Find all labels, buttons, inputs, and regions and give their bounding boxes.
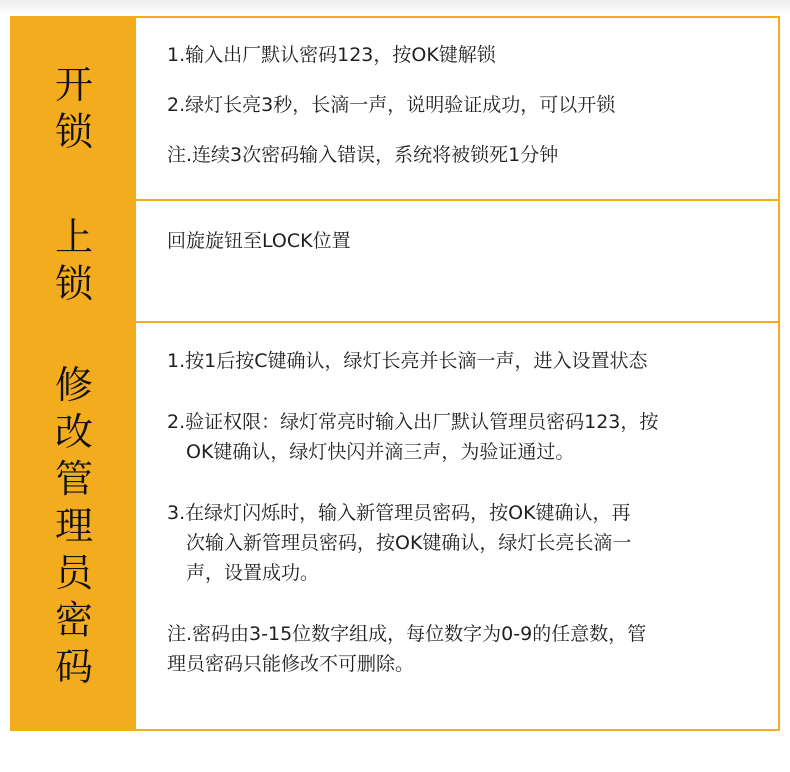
section-content-lock: [136, 201, 778, 321]
section-content-unlock: [136, 18, 778, 199]
section-change-admin-password: [12, 323, 778, 729]
note-line: 注.密码由3-15位数字组成，每位数字为0-9的任意数，管: [167, 623, 647, 645]
top-shadow: [0, 0, 790, 14]
instruction-line: 1.按1后按C键确认，绿灯长亮并长滴一声，进入设置状态: [167, 350, 648, 372]
instruction-table: [10, 16, 780, 731]
section-lock: [12, 201, 778, 323]
password-note: [167, 619, 758, 679]
instruction-line: 1.输入出厂默认密码123，按OK键解锁: [167, 44, 496, 66]
step-3: [167, 498, 758, 588]
section-label-lock: [12, 201, 136, 321]
instruction-line: 2.绿灯长亮3秒，长滴一声，说明验证成功，可以开锁: [167, 94, 616, 116]
note-line: 理员密码只能修改不可删除。: [167, 653, 415, 675]
instruction-line: 3.在绿灯闪烁时，输入新管理员密码，按OK键确认，再: [167, 502, 631, 524]
instruction-line: OK键确认，绿灯快闪并滴三声，为验证通过。: [186, 441, 575, 463]
step-1: [167, 346, 758, 376]
instruction-line: 2.验证权限：绿灯常亮时输入出厂默认管理员密码123，按: [167, 411, 659, 433]
section-title: 开锁: [54, 62, 93, 154]
section-label-unlock: [12, 18, 136, 199]
step-2: [167, 407, 758, 467]
section-title: 上锁: [54, 215, 93, 306]
instruction-line: 声，设置成功。: [186, 562, 320, 584]
note-line: 注.连续3次密码输入错误，系统将被锁死1分钟: [167, 144, 559, 166]
instruction-line: 回旋旋钮至LOCK位置: [167, 230, 351, 252]
section-unlock: [12, 18, 778, 201]
section-title: 修改管理员密码: [54, 362, 93, 689]
section-content-change-password: [136, 323, 778, 729]
instruction-line: 次输入新管理员密码，按OK键确认，绿灯长亮长滴一: [186, 532, 632, 554]
section-label-change-password: [12, 323, 136, 729]
